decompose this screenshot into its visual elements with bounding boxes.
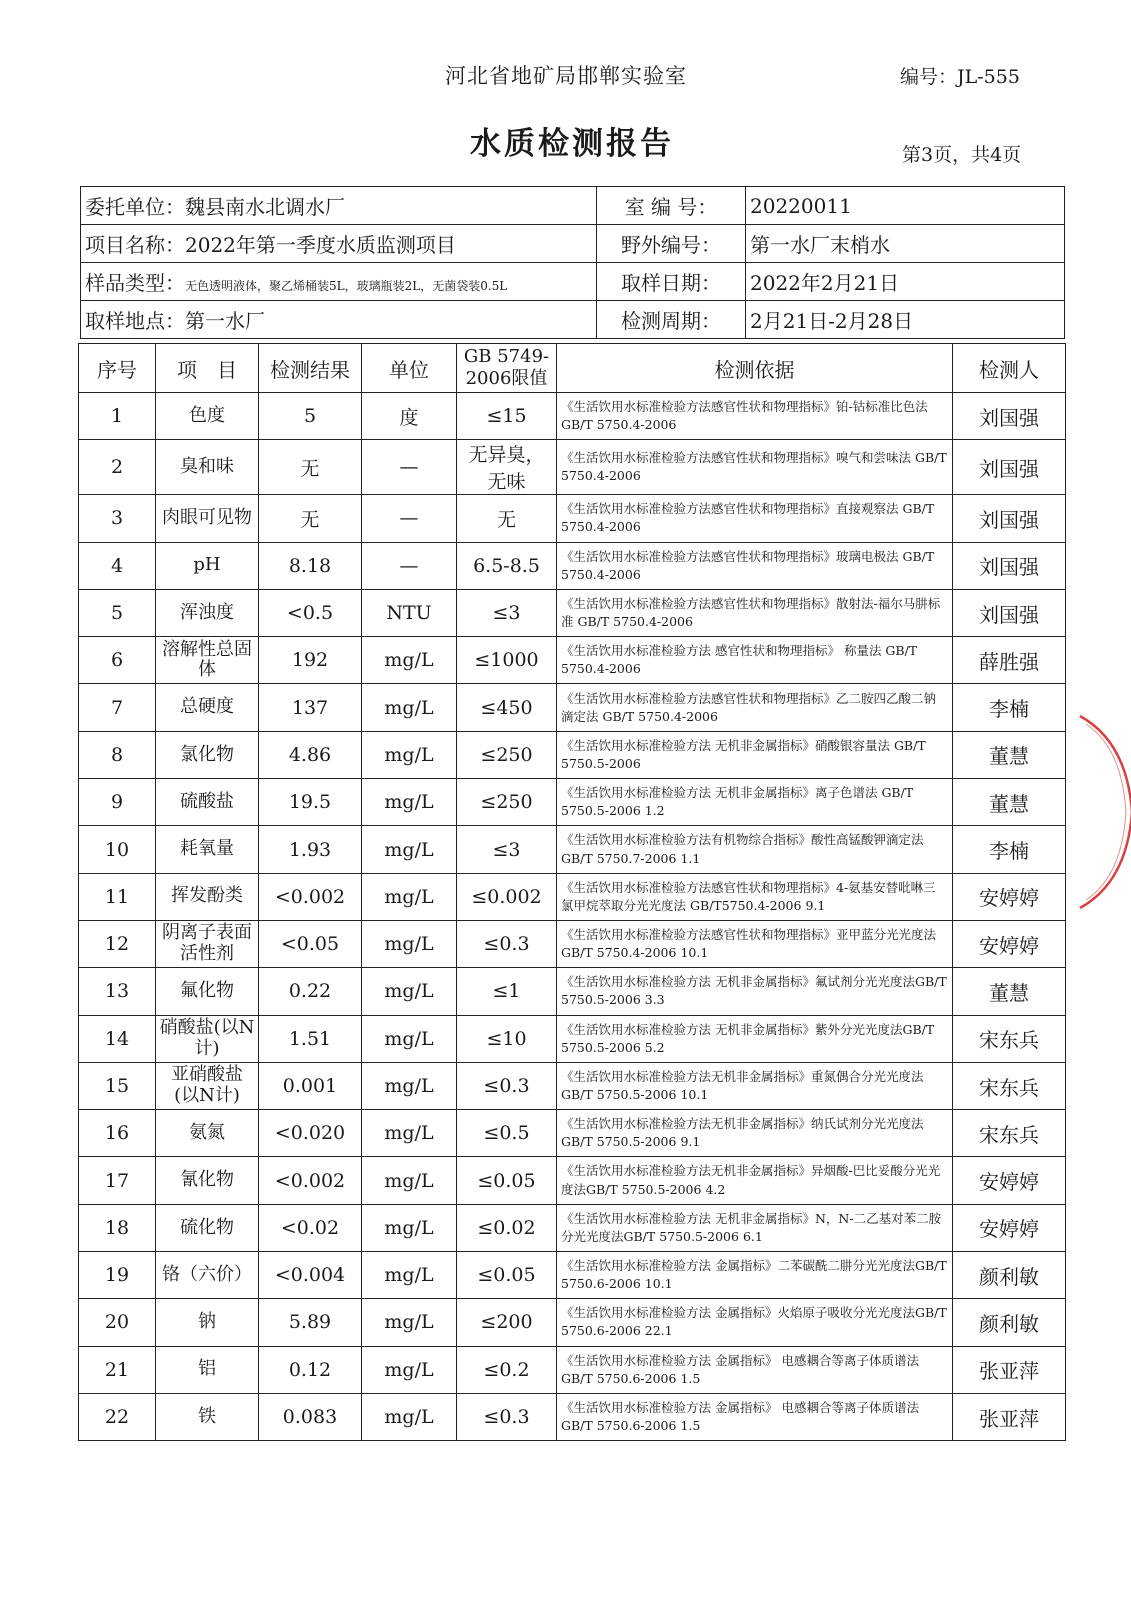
row-person: 颜利敏 [953,1299,1066,1346]
row-item: 硫酸盐 [156,779,259,826]
row-person: 董慧 [953,968,1066,1015]
table-row [79,873,1066,920]
row-limit: ≤15 [457,393,557,440]
row-no: 5 [79,589,156,636]
row-basis: 《生活饮用水标准检验方法感官性状和物理指标》4-氨基安替吡啉三氯甲烷萃取分光光度法 GB/T5750.4-2006 9.1 [557,873,953,920]
row-unit: mg/L [362,873,457,920]
row-basis: 《生活饮用水标准检验方法感官性状和物理指标》玻璃电极法 GB/T 5750.4-2006 [557,542,953,589]
row-result: 0.001 [259,1062,362,1109]
row-person: 宋东兵 [953,1062,1066,1109]
row-limit: ≤200 [457,1299,557,1346]
row-result: 5.89 [259,1299,362,1346]
row-person: 刘国强 [953,542,1066,589]
row-basis: 《生活饮用水标准检验方法感官性状和物理指标》乙二胺四乙酸二钠滴定法 GB/T 5750.4-2006 [557,684,953,731]
table-row [79,1204,1066,1251]
row-limit: ≤0.002 [457,873,557,920]
row-basis: 《生活饮用水标准检验方法无机非金属指标》重氮偶合分光光度法GB/T 5750.5-2006 10.1 [557,1062,953,1109]
sample-label: 样品类型： [85,271,185,295]
info-table [80,186,1065,339]
col-limit: GB 5749-2006限值 [457,344,557,393]
table-row [79,920,1066,967]
row-person: 董慧 [953,779,1066,826]
row-no: 9 [79,779,156,826]
row-unit: mg/L [362,1252,457,1299]
row-basis: 《生活饮用水标准检验方法感官性状和物理指标》嗅气和尝味法 GB/T 5750.4-2006 [557,440,953,495]
row-person: 刘国强 [953,440,1066,495]
col-item: 项 目 [156,344,259,393]
room-label: 室 编 号： [597,187,746,225]
date-value: 2022年2月21日 [746,263,1065,301]
row-no: 2 [79,440,156,495]
row-person: 刘国强 [953,589,1066,636]
row-no: 7 [79,684,156,731]
row-item: 氯化物 [156,731,259,778]
row-person: 李楠 [953,826,1066,873]
table-row [79,495,1066,542]
row-item: 耗氧量 [156,826,259,873]
row-no: 22 [79,1393,156,1440]
col-no: 序号 [79,344,156,393]
table-row [79,393,1066,440]
row-no: 6 [79,637,156,684]
row-limit: ≤450 [457,684,557,731]
table-row [79,1015,1066,1062]
row-item: 臭和味 [156,440,259,495]
row-unit: mg/L [362,1393,457,1440]
table-row [79,440,1066,495]
row-result: <0.5 [259,589,362,636]
table-row [79,637,1066,684]
row-result: 无 [259,440,362,495]
row-item: 亚硝酸盐(以N计) [156,1062,259,1109]
col-unit: 单位 [362,344,457,393]
table-row [79,779,1066,826]
row-basis: 《生活饮用水标准检验方法 无机非金属指标》N，N-二乙基对苯二胺分光光度法GB/T 5750.5-2006 6.1 [557,1204,953,1251]
row-limit: ≤3 [457,589,557,636]
row-basis: 《生活饮用水标准检验方法感官性状和物理指标》亚甲蓝分光光度法GB/T 5750.4-2006 10.1 [557,920,953,967]
results-table [78,343,1066,1441]
row-limit: 无 [457,495,557,542]
row-limit: ≤250 [457,731,557,778]
table-row [79,684,1066,731]
location-cell [81,301,597,339]
table-row [79,1299,1066,1346]
row-limit: ≤0.3 [457,920,557,967]
table-row [79,968,1066,1015]
row-basis: 《生活饮用水标准检验方法有机物综合指标》酸性高锰酸钾滴定法 GB/T 5750.7-2006 1.1 [557,826,953,873]
row-no: 16 [79,1110,156,1157]
row-person: 安婷婷 [953,1157,1066,1204]
field-value: 第一水厂末梢水 [746,225,1065,263]
row-result: <0.002 [259,1157,362,1204]
row-basis: 《生活饮用水标准检验方法感官性状和物理指标》铂-钴标准比色法 GB/T 5750.4-2006 [557,393,953,440]
row-item: 挥发酚类 [156,873,259,920]
row-unit: mg/L [362,1346,457,1393]
row-result: <0.002 [259,873,362,920]
header-row [79,344,1066,393]
location-value: 第一水厂 [185,309,265,333]
row-result: <0.05 [259,920,362,967]
row-no: 1 [79,393,156,440]
row-limit: ≤0.05 [457,1252,557,1299]
row-item: 氰化物 [156,1157,259,1204]
row-unit: mg/L [362,731,457,778]
project-cell [81,225,597,263]
row-item: pH [156,542,259,589]
report-code: 编号：JL-555 [900,66,1020,88]
row-basis: 《生活饮用水标准检验方法感官性状和物理指标》直接观察法 GB/T 5750.4-2006 [557,495,953,542]
info-row [81,263,1065,301]
row-result: 4.86 [259,731,362,778]
row-result: 137 [259,684,362,731]
info-row [81,301,1065,339]
lab-name: 河北省地矿局邯郸实验室 [445,64,687,88]
row-unit: mg/L [362,968,457,1015]
row-limit: ≤250 [457,779,557,826]
row-person: 宋东兵 [953,1015,1066,1062]
row-item: 硫化物 [156,1204,259,1251]
row-person: 刘国强 [953,393,1066,440]
row-person: 张亚萍 [953,1346,1066,1393]
sample-value: 无色透明液体，聚乙烯桶装5L，玻璃瓶装2L，无菌袋装0.5L [185,279,508,293]
row-no: 19 [79,1252,156,1299]
row-item: 铁 [156,1393,259,1440]
row-no: 4 [79,542,156,589]
row-item: 阴离子表面活性剂 [156,920,259,967]
table-row [79,1110,1066,1157]
row-unit: mg/L [362,826,457,873]
row-person: 薛胜强 [953,637,1066,684]
row-limit: ≤3 [457,826,557,873]
row-no: 12 [79,920,156,967]
row-no: 8 [79,731,156,778]
row-result: 5 [259,393,362,440]
date-label: 取样日期： [597,263,746,301]
row-result: 无 [259,495,362,542]
row-unit: mg/L [362,920,457,967]
table-row [79,1346,1066,1393]
table-row [79,826,1066,873]
row-person: 颜利敏 [953,1252,1066,1299]
client-value: 魏县南水北调水厂 [185,195,345,219]
row-person: 刘国强 [953,495,1066,542]
row-limit: ≤0.2 [457,1346,557,1393]
row-unit: — [362,542,457,589]
row-no: 20 [79,1299,156,1346]
row-item: 铬（六价） [156,1252,259,1299]
row-unit: mg/L [362,1204,457,1251]
row-result: 0.12 [259,1346,362,1393]
row-item: 总硬度 [156,684,259,731]
row-item: 氨氮 [156,1110,259,1157]
table-row [79,1157,1066,1204]
row-person: 张亚萍 [953,1393,1066,1440]
row-no: 21 [79,1346,156,1393]
row-unit: NTU [362,589,457,636]
row-result: <0.02 [259,1204,362,1251]
table-row [79,1393,1066,1440]
row-limit: ≤1000 [457,637,557,684]
table-row [79,542,1066,589]
row-no: 17 [79,1157,156,1204]
row-basis: 《生活饮用水标准检验方法 无机非金属指标》离子色谱法 GB/T 5750.5-2006 1.2 [557,779,953,826]
row-result: 1.93 [259,826,362,873]
col-person: 检测人 [953,344,1066,393]
row-limit: 6.5-8.5 [457,542,557,589]
row-no: 10 [79,826,156,873]
row-unit: mg/L [362,684,457,731]
row-unit: mg/L [362,1299,457,1346]
row-unit: mg/L [362,1110,457,1157]
row-item: 硝酸盐(以N计) [156,1015,259,1062]
row-item: 钠 [156,1299,259,1346]
table-row [79,589,1066,636]
row-person: 宋东兵 [953,1110,1066,1157]
row-item: 溶解性总固体 [156,637,259,684]
page-number: 第3页，共4页 [902,144,1022,166]
row-limit: ≤0.02 [457,1204,557,1251]
row-item: 浑浊度 [156,589,259,636]
client-cell [81,187,597,225]
period-label: 检测周期： [597,301,746,339]
info-row [81,187,1065,225]
row-basis: 《生活饮用水标准检验方法 金属指标》 电感耦合等离子体质谱法 GB/T 5750.6-2006 1.5 [557,1346,953,1393]
row-item: 氟化物 [156,968,259,1015]
room-value: 20220011 [746,187,1065,225]
row-person: 安婷婷 [953,873,1066,920]
row-basis: 《生活饮用水标准检验方法 金属指标》火焰原子吸收分光光度法GB/T 5750.6-2006 22.1 [557,1299,953,1346]
period-value: 2月21日-2月28日 [746,301,1065,339]
row-item: 色度 [156,393,259,440]
row-unit: mg/L [362,1015,457,1062]
row-no: 15 [79,1062,156,1109]
row-basis: 《生活饮用水标准检验方法 无机非金属指标》氟试剂分光光度法GB/T 5750.5-2006 3.3 [557,968,953,1015]
row-unit: — [362,440,457,495]
row-limit: ≤0.05 [457,1157,557,1204]
col-result: 检测结果 [259,344,362,393]
table-row [79,1062,1066,1109]
table-row [79,731,1066,778]
row-unit: mg/L [362,637,457,684]
sample-cell [81,263,597,301]
row-unit: mg/L [362,779,457,826]
row-basis: 《生活饮用水标准检验方法无机非金属指标》纳氏试剂分光光度法GB/T 5750.5-2006 9.1 [557,1110,953,1157]
client-label: 委托单位： [85,195,185,219]
row-result: 8.18 [259,542,362,589]
row-no: 18 [79,1204,156,1251]
report-title: 水质检测报告 [470,126,674,162]
row-basis: 《生活饮用水标准检验方法 无机非金属指标》紫外分光光度法GB/T 5750.5-2006 5.2 [557,1015,953,1062]
row-no: 13 [79,968,156,1015]
row-result: <0.020 [259,1110,362,1157]
row-result: 19.5 [259,779,362,826]
row-basis: 《生活饮用水标准检验方法无机非金属指标》异烟酸-巴比妥酸分光光度法GB/T 5750.5-2006 4.2 [557,1157,953,1204]
red-seal-stamp-icon [1072,712,1131,912]
row-no: 3 [79,495,156,542]
row-result: 1.51 [259,1015,362,1062]
row-person: 董慧 [953,731,1066,778]
row-no: 14 [79,1015,156,1062]
row-unit: mg/L [362,1157,457,1204]
row-basis: 《生活饮用水标准检验方法 金属指标》 电感耦合等离子体质谱法 GB/T 5750.6-2006 1.5 [557,1393,953,1440]
row-limit: ≤1 [457,968,557,1015]
row-person: 安婷婷 [953,1204,1066,1251]
project-label: 项目名称： [85,233,185,257]
row-result: 192 [259,637,362,684]
row-limit: ≤0.5 [457,1110,557,1157]
row-item: 肉眼可见物 [156,495,259,542]
row-no: 11 [79,873,156,920]
row-result: 0.22 [259,968,362,1015]
project-value: 2022年第一季度水质监测项目 [185,233,456,257]
table-row [79,1252,1066,1299]
row-limit: ≤0.3 [457,1062,557,1109]
row-unit: mg/L [362,1062,457,1109]
field-label: 野外编号： [597,225,746,263]
row-result: <0.004 [259,1252,362,1299]
row-basis: 《生活饮用水标准检验方法 金属指标》二苯碳酰二肼分光光度法GB/T 5750.6-2006 10.1 [557,1252,953,1299]
row-item: 铝 [156,1346,259,1393]
location-label: 取样地点： [85,309,185,333]
row-limit: 无异臭，无味 [457,440,557,495]
row-result: 0.083 [259,1393,362,1440]
row-person: 李楠 [953,684,1066,731]
row-unit: — [362,495,457,542]
row-person: 安婷婷 [953,920,1066,967]
row-limit: ≤0.3 [457,1393,557,1440]
row-limit: ≤10 [457,1015,557,1062]
row-basis: 《生活饮用水标准检验方法 感官性状和物理指标》 称量法 GB/T 5750.4-2006 [557,637,953,684]
row-basis: 《生活饮用水标准检验方法感官性状和物理指标》散射法-福尔马肼标准 GB/T 5750.4-2006 [557,589,953,636]
row-basis: 《生活饮用水标准检验方法 无机非金属指标》硝酸银容量法 GB/T 5750.5-2006 [557,731,953,778]
row-unit: 度 [362,393,457,440]
info-row [81,225,1065,263]
col-basis: 检测依据 [557,344,953,393]
